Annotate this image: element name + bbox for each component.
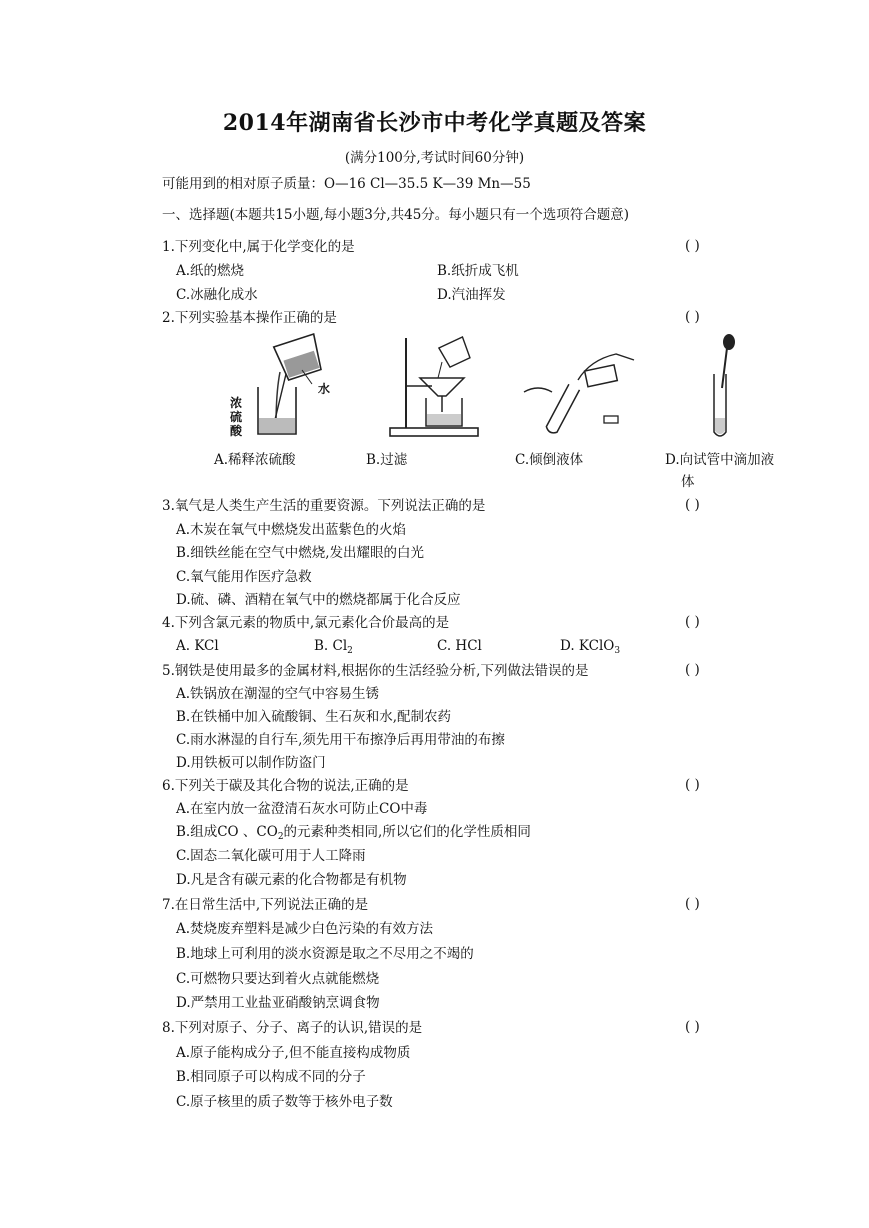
q5-option-b: B.在铁桶中加入硫酸铜、生石灰和水,配制农药 [176,709,452,725]
question-4-stem: 4.下列含氯元素的物质中,氯元素化合价最高的是 [162,615,450,631]
figure-label-acid-1: 浓 [230,396,243,410]
q5-option-c: C.雨水淋湿的自行车,须先用干布擦净后再用带油的布擦 [176,732,505,748]
answer-blank-4[interactable]: ( ) [685,614,700,630]
page-title: 2014年湖南省长沙市中考化学真题及答案 [222,110,647,136]
q6-option-a: A.在室内放一盆澄清石灰水可防止CO中毒 [176,801,428,817]
question-5-stem: 5.钢铁是使用最多的金属材料,根据你的生活经验分析,下列做法错误的是 [162,663,589,679]
question-1-stem: 1.下列变化中,属于化学变化的是 [162,239,355,255]
exam-info: (满分100分,考试时间60分钟) [344,150,525,166]
answer-blank-1[interactable]: ( ) [685,238,700,254]
answer-blank-2[interactable]: ( ) [685,309,700,325]
answer-blank-5[interactable]: ( ) [685,662,700,678]
q7-option-d: D.严禁用工业盐亚硝酸钠烹调食物 [176,995,380,1011]
q4-option-a: A. KCl [176,638,219,654]
q6-option-b: B.组成CO 、$CO_2$的元素种类相同,所以它们的化学性质相同 [176,824,531,842]
q5-option-d: D.用铁板可以制作防盗门 [176,755,326,771]
answer-blank-7[interactable]: ( ) [685,896,700,912]
q6-option-d: D.凡是含有碳元素的化合物都是有机物 [176,872,407,888]
q8-option-b: B.相同原子可以构成不同的分子 [176,1069,366,1085]
answer-blank-6[interactable]: ( ) [685,777,700,793]
q4-option-b: B. $Cl_2$ [314,638,353,656]
dropper-figure [700,330,750,442]
figure-label-acid-2: 硫 [230,410,243,424]
answer-blank-8[interactable]: ( ) [685,1019,700,1035]
q1-option-a: A.纸的燃烧 [176,263,245,279]
q4-option-d: D. KClO$_3$ [560,638,621,656]
q4-option-c: C. HCl [437,638,482,654]
question-3-stem: 3.氧气是人类生产生活的重要资源。下列说法正确的是 [162,498,486,514]
q6-option-c: C.固态二氧化碳可用于人工降雨 [176,848,366,864]
q2-option-a: A.稀释浓硫酸 [214,452,296,468]
q3-option-b: B.细铁丝能在空气中燃烧,发出耀眼的白光 [176,545,425,561]
q2-option-b: B.过滤 [366,452,408,468]
atomic-masses: 可能用到的相对原子质量：O—16 Cl—35.5 K—39 Mn—55 [162,176,531,192]
q7-option-a: A.焚烧废弃塑料是减少白色污染的有效方法 [176,921,434,937]
q2-option-d-continued: 体 [681,474,695,490]
answer-blank-3[interactable]: ( ) [685,497,700,513]
q8-option-a: A.原子能构成分子,但不能直接构成物质 [176,1045,411,1061]
figure-label-acid-3: 酸 [230,424,243,438]
q1-option-b: B.纸折成飞机 [437,263,519,279]
q1-option-d: D.汽油挥发 [437,287,506,303]
q1-option-c: C.冰融化成水 [176,287,258,303]
filtration-figure [372,332,482,442]
pouring-liquid-figure [520,340,640,440]
q7-option-c: C.可燃物只要达到着火点就能燃烧 [176,971,380,987]
question-2-stem: 2.下列实验基本操作正确的是 [162,310,337,326]
q3-option-a: A.木炭在氧气中燃烧发出蓝紫色的火焰 [176,522,407,538]
q2-option-d: D.向试管中滴加液 [665,452,775,468]
figure-label-water: 水 [318,382,331,396]
q8-option-c: C.原子核里的质子数等于核外电子数 [176,1094,393,1110]
q5-option-a: A.铁锅放在潮湿的空气中容易生锈 [176,686,380,702]
q2-option-c: C.倾倒液体 [515,452,584,468]
q3-option-d: D.硫、磷、酒精在氧气中的燃烧都属于化合反应 [176,592,461,608]
question-6-stem: 6.下列关于碳及其化合物的说法,正确的是 [162,778,409,794]
question-8-stem: 8.下列对原子、分子、离子的认识,错误的是 [162,1020,423,1036]
q7-option-b: B.地球上可利用的淡水资源是取之不尽用之不竭的 [176,946,474,962]
question-7-stem: 7.在日常生活中,下列说法正确的是 [162,897,369,913]
q3-option-c: C.氧气能用作医疗急救 [176,569,312,585]
section-heading: 一、选择题(本题共15小题,每小题3分,共45分。每小题只有一个选项符合题意) [162,207,630,223]
